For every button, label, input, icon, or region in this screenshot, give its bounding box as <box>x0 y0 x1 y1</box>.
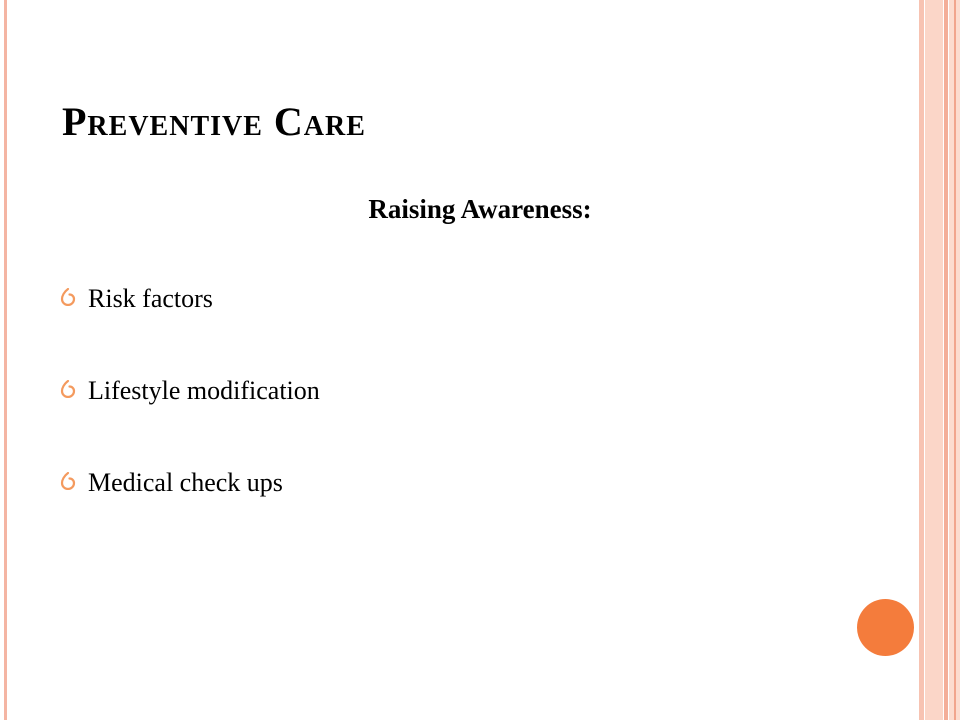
bullet-text: Medical check ups <box>88 468 283 497</box>
bullet-item <box>60 282 320 374</box>
left-border-decoration <box>0 0 9 720</box>
open-loop-bullet-icon <box>60 288 76 306</box>
right-stripe-decoration <box>915 0 960 720</box>
bullet-list <box>60 282 320 558</box>
bullet-text: Risk factors <box>88 284 213 313</box>
slide-title: Preventive Care <box>62 99 366 144</box>
bullet-item <box>60 466 320 558</box>
bullet-text: Lifestyle modification <box>88 376 320 405</box>
open-loop-bullet-icon <box>60 472 76 490</box>
stripe <box>919 0 924 720</box>
open-loop-bullet-icon <box>60 380 76 398</box>
stripe <box>944 0 948 720</box>
stripe <box>954 0 956 720</box>
orange-circle-icon <box>857 599 914 656</box>
slide-subtitle: Raising Awareness: <box>368 194 592 224</box>
bullet-item <box>60 374 320 466</box>
left-border-line <box>4 0 7 720</box>
stripe <box>925 0 943 720</box>
